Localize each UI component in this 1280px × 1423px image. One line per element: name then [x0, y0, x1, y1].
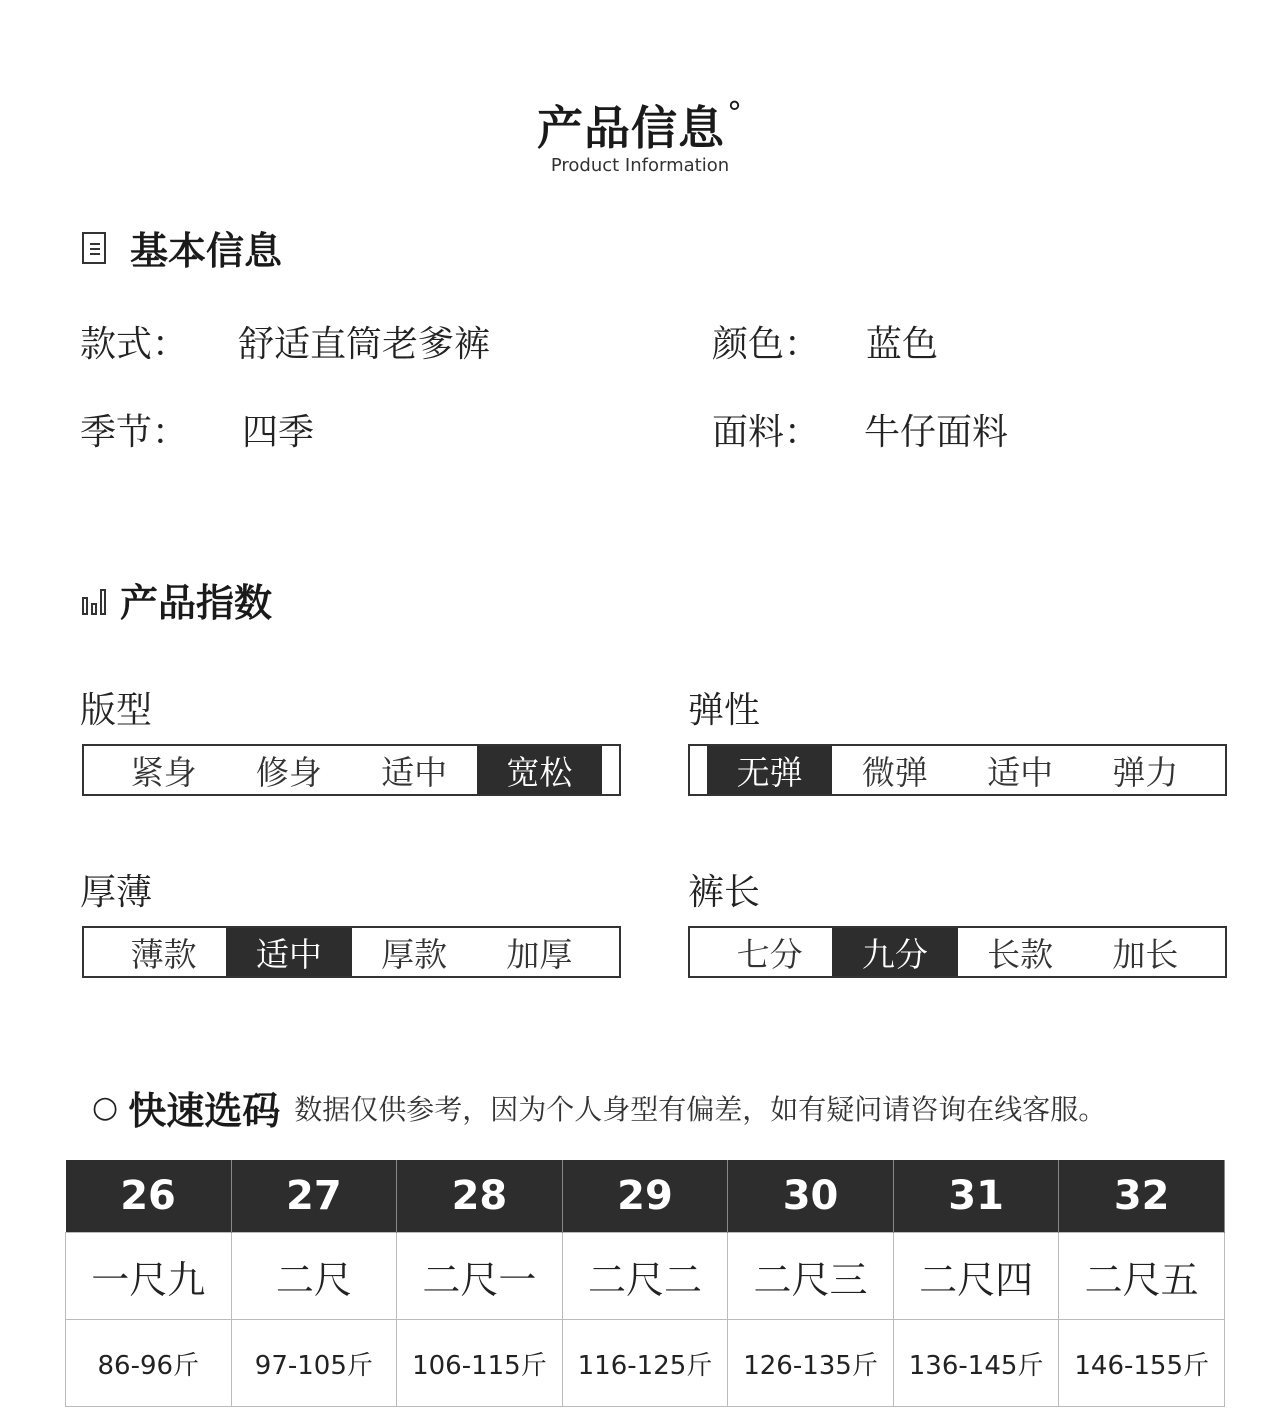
index-option: 适中	[226, 928, 351, 976]
waist-cell: 二尺二	[562, 1233, 728, 1320]
title-degree-mark: °	[727, 96, 743, 131]
waist-cell: 一尺九	[66, 1233, 232, 1320]
waist-cell: 二尺一	[397, 1233, 563, 1320]
basic-info-heading-text: 基本信息	[130, 229, 283, 273]
index-option: 适中	[987, 752, 1054, 792]
quick-size-note: 数据仅供参考，因为个人身型有偏差，如有疑问请咨询在线客服。	[294, 1092, 1107, 1126]
page-title	[0, 92, 1280, 158]
index-option: 紧身	[130, 752, 197, 792]
index-label-elasticity: 弹性	[688, 690, 761, 731]
weight-cell: 146-155斤	[1059, 1320, 1225, 1407]
waist-cell: 二尺四	[893, 1233, 1059, 1320]
product-index-heading-text: 产品指数	[120, 581, 273, 625]
elasticity-selector	[688, 744, 1227, 796]
weight-cell: 97-105斤	[231, 1320, 397, 1407]
info-label-fabric: 面料：	[712, 412, 821, 453]
size-table	[65, 1160, 1225, 1407]
info-value-season: 四季	[242, 412, 315, 453]
size-cell: 29	[562, 1160, 728, 1233]
index-option: 薄款	[130, 934, 197, 974]
size-cell: 31	[893, 1160, 1059, 1233]
weight-cell: 86-96斤	[66, 1320, 232, 1407]
index-option: 无弹	[707, 746, 832, 794]
index-option: 长款	[987, 934, 1054, 974]
index-option: 加厚	[506, 934, 573, 974]
index-label-length: 裤长	[688, 872, 761, 913]
info-label-season: 季节：	[80, 412, 189, 453]
info-value-style: 舒适直筒老爹裤	[238, 324, 491, 365]
index-option: 微弹	[861, 752, 928, 792]
basic-info-heading	[82, 220, 282, 275]
index-option: 修身	[255, 752, 322, 792]
quick-size-heading	[92, 1080, 1106, 1135]
index-option: 厚款	[381, 934, 448, 974]
circle-icon: ○	[92, 1090, 119, 1125]
index-option: 适中	[381, 752, 448, 792]
document-icon	[82, 232, 106, 264]
waist-cell: 二尺三	[728, 1233, 894, 1320]
thickness-selector	[82, 926, 621, 978]
waist-row	[66, 1233, 1225, 1320]
index-option: 九分	[832, 928, 957, 976]
info-value-fabric: 牛仔面料	[864, 412, 1009, 453]
size-row	[66, 1160, 1225, 1233]
waist-cell: 二尺五	[1059, 1233, 1225, 1320]
info-value-color: 蓝色	[866, 324, 939, 365]
index-option: 七分	[736, 934, 803, 974]
index-option: 宽松	[477, 746, 602, 794]
index-label-fit: 版型	[80, 690, 153, 731]
info-label-color: 颜色：	[712, 324, 821, 365]
weight-cell: 136-145斤	[893, 1320, 1059, 1407]
size-cell: 28	[397, 1160, 563, 1233]
size-cell: 30	[728, 1160, 894, 1233]
weight-cell: 126-135斤	[728, 1320, 894, 1407]
product-index-heading	[82, 572, 272, 627]
waist-cell: 二尺	[231, 1233, 397, 1320]
info-label-style: 款式：	[80, 324, 189, 365]
page-title-text: 产品信息	[537, 101, 725, 155]
bar-chart-icon	[82, 585, 106, 615]
index-label-thickness: 厚薄	[80, 872, 153, 913]
size-cell: 26	[66, 1160, 232, 1233]
length-selector	[688, 926, 1227, 978]
size-cell: 27	[231, 1160, 397, 1233]
size-cell: 32	[1059, 1160, 1225, 1233]
page-subtitle: Product Information	[550, 155, 730, 176]
index-option: 弹力	[1112, 752, 1179, 792]
fit-selector	[82, 744, 621, 796]
index-option: 加长	[1112, 934, 1179, 974]
weight-row	[66, 1320, 1225, 1407]
weight-cell: 106-115斤	[397, 1320, 563, 1407]
quick-size-title: 快速选码	[128, 1089, 281, 1133]
weight-cell: 116-125斤	[562, 1320, 728, 1407]
